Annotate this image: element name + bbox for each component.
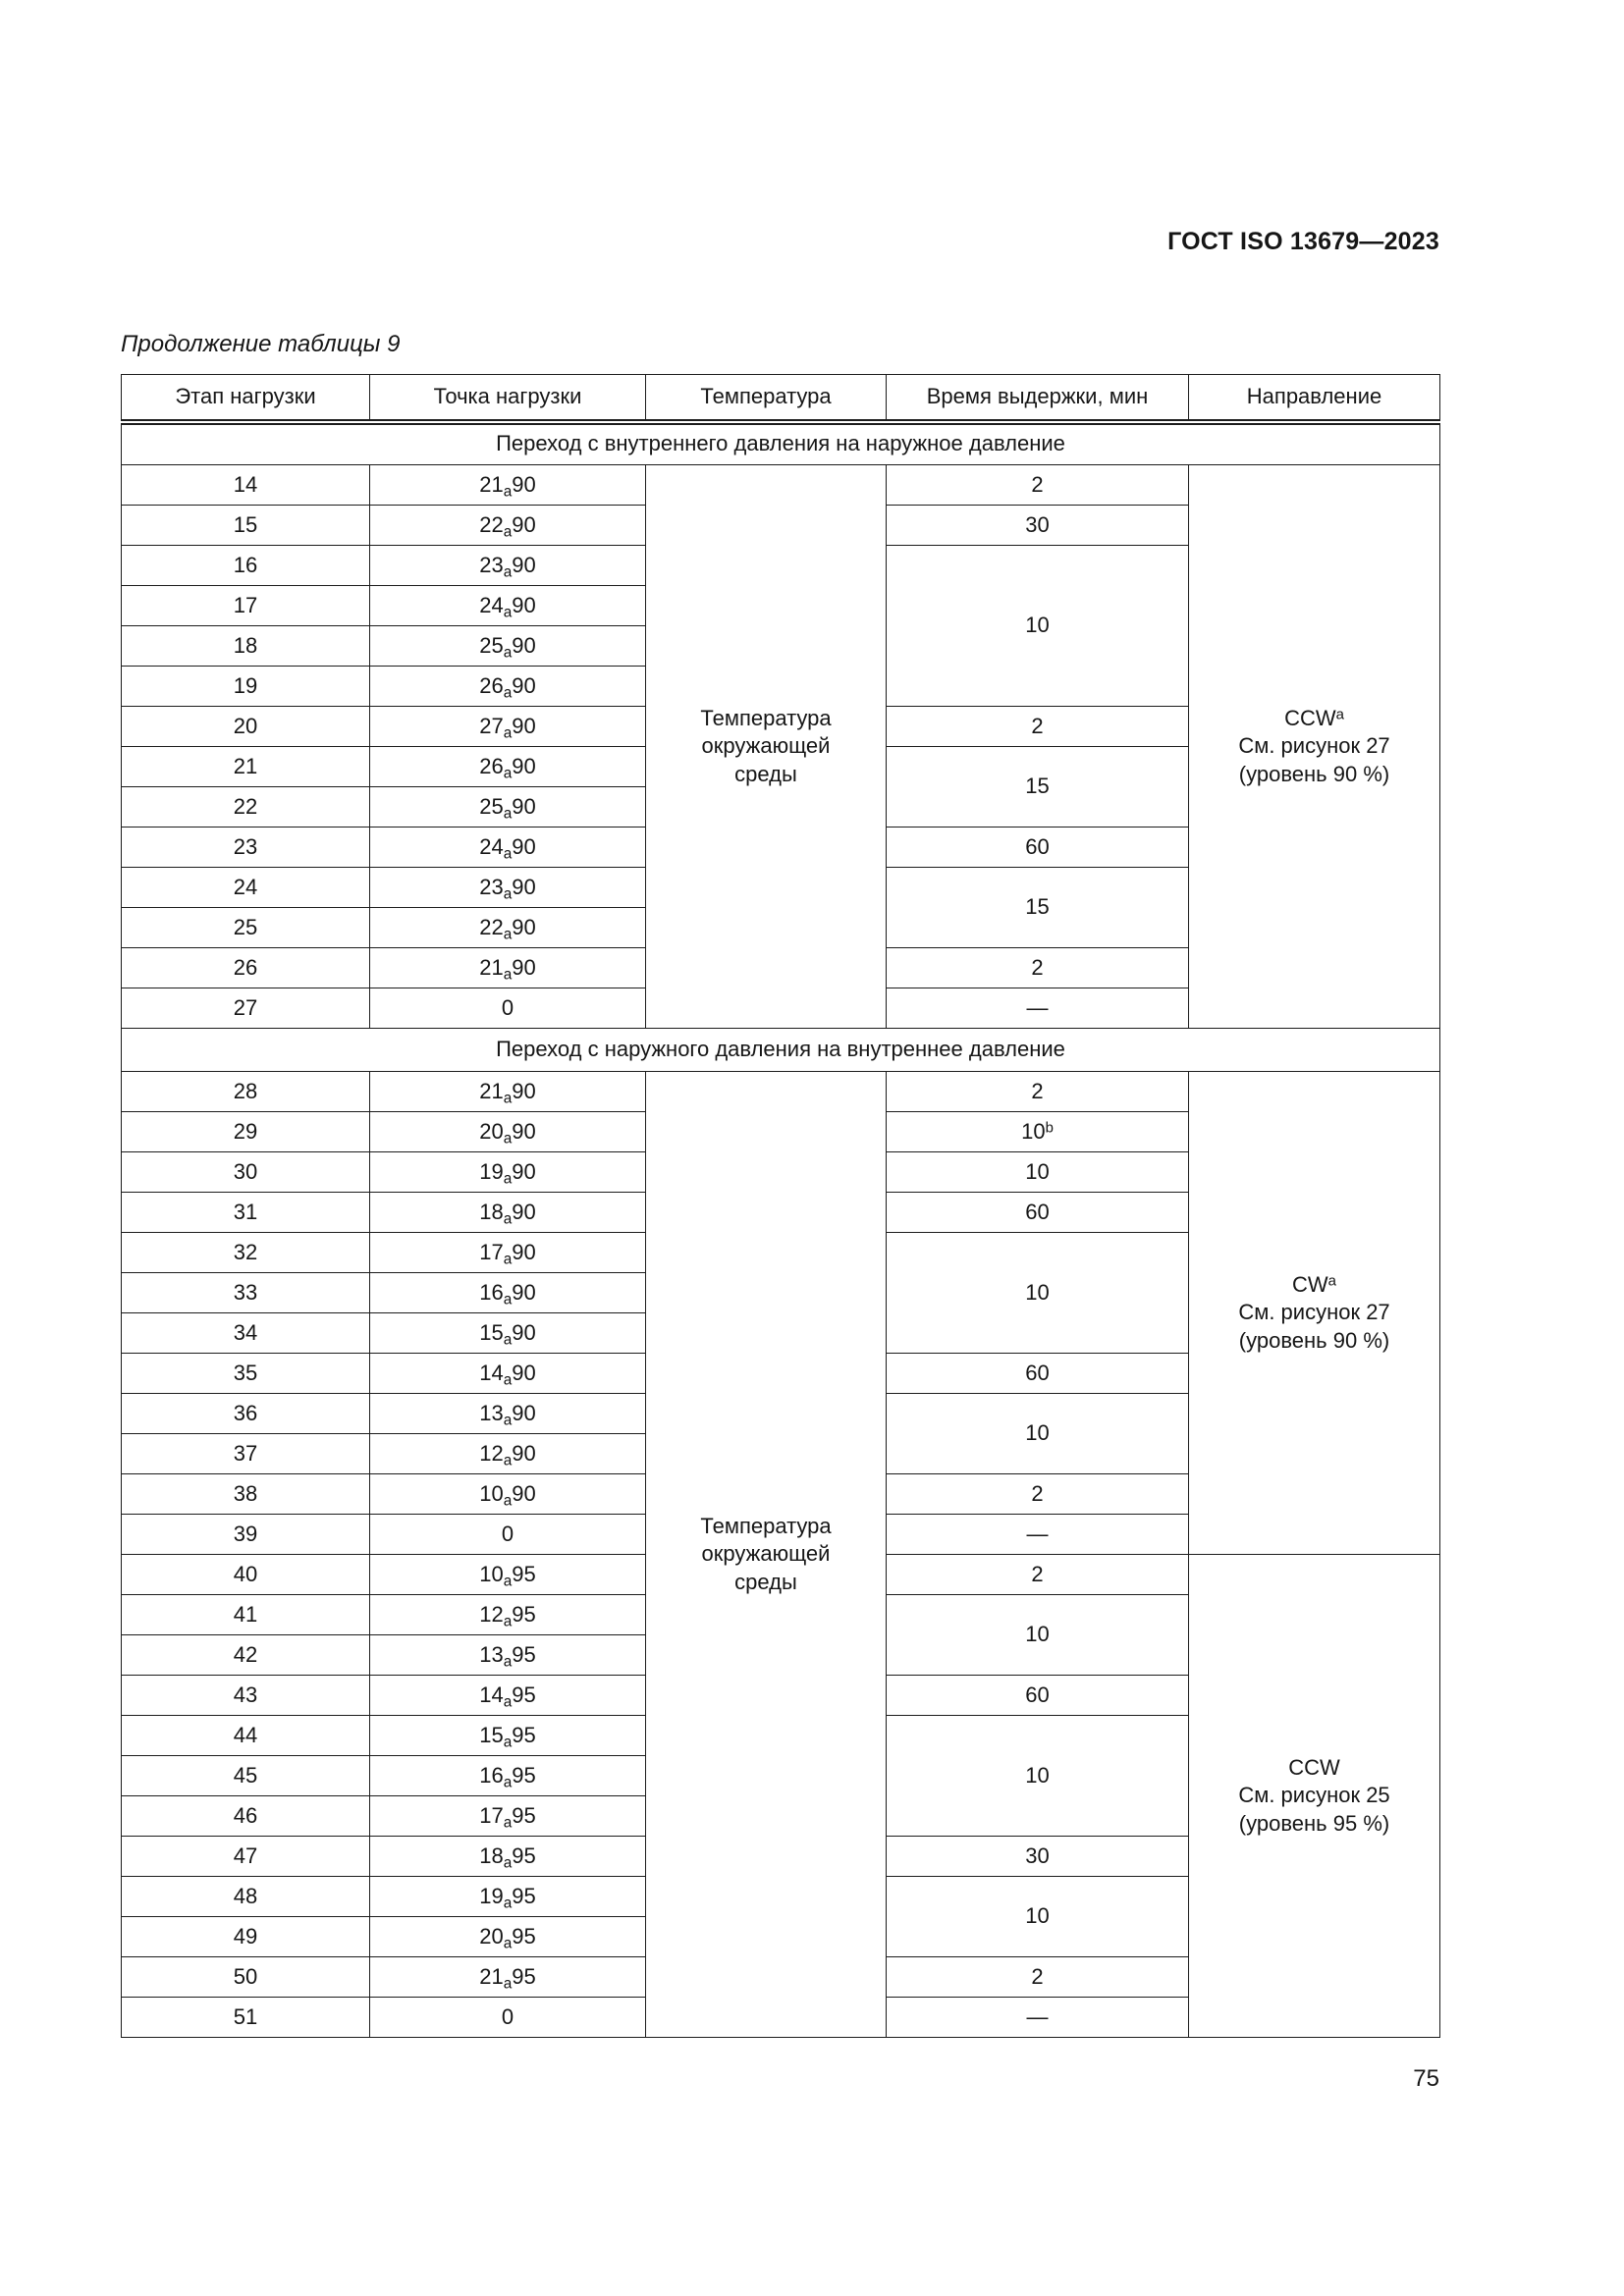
time-cell: 2 <box>887 1072 1189 1112</box>
point-cell: $13_a95$ <box>370 1635 646 1676</box>
point-subscript: a <box>503 1894 513 1911</box>
point-cell: $22_a90$ <box>370 506 646 546</box>
point-subscript: a <box>503 1612 513 1629</box>
point-subscript: a <box>503 482 513 500</box>
point-subscript: a <box>503 1330 513 1348</box>
time-cell: 15 <box>887 868 1189 948</box>
point-subscript: a <box>503 522 513 540</box>
direction-cell <box>1189 1072 1440 1555</box>
time-cell: 2 <box>887 1957 1189 1998</box>
point-subscript: a <box>503 1209 513 1227</box>
point-cell: $20_a95$ <box>370 1917 646 1957</box>
stage-cell: 21 <box>122 747 370 787</box>
point-cell: $22_a90$ <box>370 908 646 948</box>
point-cell: $19_a95$ <box>370 1877 646 1917</box>
point-subscript: a <box>503 844 513 862</box>
point-cell: $12_a95$ <box>370 1595 646 1635</box>
temperature-line: окружающей <box>701 1541 831 1567</box>
stage-cell: 36 <box>122 1394 370 1434</box>
point-subscript: a <box>503 723 513 741</box>
load-program-table <box>121 374 1440 2038</box>
point-subscript: a <box>503 764 513 781</box>
time-cell: 10 <box>887 1877 1189 1957</box>
direction-superscript: a <box>1327 1271 1336 1289</box>
point-cell: $16_a90$ <box>370 1273 646 1313</box>
table-header <box>122 375 1440 422</box>
point-subscript: a <box>503 1451 513 1468</box>
time-cell: — <box>887 1515 1189 1555</box>
point-cell: $21_a95$ <box>370 1957 646 1998</box>
temperature-line: Температура <box>700 1513 832 1538</box>
stage-cell: 46 <box>122 1796 370 1837</box>
section-title: Переход с внутреннего давления на наружное давление <box>122 422 1440 465</box>
time-cell: 60 <box>887 1193 1189 1233</box>
time-cell: 2 <box>887 1555 1189 1595</box>
temperature-line: среды <box>734 761 797 786</box>
stage-cell: 42 <box>122 1635 370 1676</box>
point-cell: $14_a95$ <box>370 1676 646 1716</box>
time-cell: 10 <box>887 546 1189 707</box>
stage-cell: 16 <box>122 546 370 586</box>
table-caption: Продолжение таблицы 9 <box>121 331 401 357</box>
direction-note: (уровень 90 %) <box>1238 761 1390 786</box>
point-subscript: a <box>503 562 513 580</box>
stage-cell: 17 <box>122 586 370 626</box>
stage-cell: 32 <box>122 1233 370 1273</box>
point-subscript: a <box>503 1129 513 1147</box>
time-cell: 15 <box>887 747 1189 828</box>
header-row <box>122 375 1440 422</box>
section-title-row <box>122 422 1440 465</box>
section-title: Переход с наружного давления на внутреннее давление <box>122 1029 1440 1072</box>
direction-note: (уровень 95 %) <box>1238 1810 1390 1836</box>
point-subscript: a <box>503 1652 513 1670</box>
stage-cell: 35 <box>122 1354 370 1394</box>
time-cell: 60 <box>887 1676 1189 1716</box>
temperature-line: Температура <box>700 705 832 730</box>
stage-cell: 44 <box>122 1716 370 1756</box>
stage-cell: 25 <box>122 908 370 948</box>
time-cell: — <box>887 988 1189 1029</box>
point-cell: $12_a90$ <box>370 1434 646 1474</box>
point-subscript: a <box>503 1974 513 1992</box>
stage-cell: 51 <box>122 1998 370 2038</box>
time-cell: 30 <box>887 506 1189 546</box>
point-cell: $10_a90$ <box>370 1474 646 1515</box>
point-cell: $18_a90$ <box>370 1193 646 1233</box>
time-cell: 10 <box>887 1394 1189 1474</box>
point-subscript: a <box>503 1853 513 1871</box>
stage-cell: 23 <box>122 828 370 868</box>
point-subscript: a <box>503 1411 513 1428</box>
column-header-temperature: Температура <box>646 375 887 422</box>
time-cell: 2 <box>887 707 1189 747</box>
point-subscript: a <box>503 1169 513 1187</box>
point-cell: $21_a90$ <box>370 1072 646 1112</box>
stage-cell: 50 <box>122 1957 370 1998</box>
point-subscript: a <box>503 1773 513 1790</box>
time-cell: — <box>887 1998 1189 2038</box>
stage-cell: 15 <box>122 506 370 546</box>
direction-label: $CW^a$ <box>1292 1271 1336 1297</box>
direction-label: CCW <box>1288 1754 1340 1780</box>
doc-header: ГОСТ ISO 13679—2023 <box>1167 228 1439 255</box>
stage-cell: 27 <box>122 988 370 1029</box>
time-cell: 60 <box>887 828 1189 868</box>
point-cell: $25_a90$ <box>370 787 646 828</box>
page-number: 75 <box>1413 2065 1439 2092</box>
point-subscript: a <box>503 1572 513 1589</box>
stage-cell: 47 <box>122 1837 370 1877</box>
time-cell: 10 <box>887 1716 1189 1837</box>
stage-cell: 28 <box>122 1072 370 1112</box>
direction-note: (уровень 90 %) <box>1238 1327 1390 1353</box>
stage-cell: 33 <box>122 1273 370 1313</box>
point-cell: $26_a90$ <box>370 747 646 787</box>
point-cell: $27_a90$ <box>370 707 646 747</box>
temperature-cell <box>646 465 887 1029</box>
table-body <box>122 422 1440 2038</box>
direction-label: CCW$^a$ <box>1284 705 1344 730</box>
point-cell: $17_a90$ <box>370 1233 646 1273</box>
stage-cell: 29 <box>122 1112 370 1152</box>
point-cell: $25_a90$ <box>370 626 646 667</box>
point-cell: $23_a90$ <box>370 868 646 908</box>
stage-cell: 48 <box>122 1877 370 1917</box>
stage-cell: 45 <box>122 1756 370 1796</box>
time-superscript: b <box>1045 1118 1054 1136</box>
point-subscript: a <box>503 683 513 701</box>
point-cell: $15_a95$ <box>370 1716 646 1756</box>
stage-cell: 37 <box>122 1434 370 1474</box>
stage-cell: 49 <box>122 1917 370 1957</box>
point-cell: 0 <box>370 1998 646 2038</box>
column-header-time: Время выдержки, мин <box>887 375 1189 422</box>
column-header-direction: Направление <box>1189 375 1440 422</box>
point-subscript: a <box>503 1370 513 1388</box>
point-subscript: a <box>503 925 513 942</box>
stage-cell: 40 <box>122 1555 370 1595</box>
point-subscript: a <box>503 643 513 661</box>
point-cell: 0 <box>370 988 646 1029</box>
time-cell: 10 <box>887 1152 1189 1193</box>
table-row <box>122 465 1440 506</box>
stage-cell: 14 <box>122 465 370 506</box>
stage-cell: 43 <box>122 1676 370 1716</box>
temperature-cell <box>646 1072 887 2038</box>
point-subscript: a <box>503 1692 513 1710</box>
point-subscript: a <box>503 1733 513 1750</box>
stage-cell: 18 <box>122 626 370 667</box>
point-subscript: a <box>503 1491 513 1509</box>
stage-cell: 30 <box>122 1152 370 1193</box>
stage-cell: 34 <box>122 1313 370 1354</box>
direction-note: См. рисунок 27 <box>1238 1300 1390 1325</box>
point-subscript: a <box>503 1250 513 1267</box>
direction-superscript: a <box>1335 705 1344 722</box>
point-cell: $18_a95$ <box>370 1837 646 1877</box>
point-cell: $13_a90$ <box>370 1394 646 1434</box>
temperature-line: окружающей <box>701 733 831 759</box>
stage-cell: 38 <box>122 1474 370 1515</box>
point-cell: $26_a90$ <box>370 667 646 707</box>
stage-cell: 19 <box>122 667 370 707</box>
direction-note: См. рисунок 27 <box>1238 733 1390 759</box>
point-cell: 0 <box>370 1515 646 1555</box>
section-title-row <box>122 1029 1440 1072</box>
stage-cell: 31 <box>122 1193 370 1233</box>
time-cell: 30 <box>887 1837 1189 1877</box>
point-cell: $14_a90$ <box>370 1354 646 1394</box>
time-cell: 2 <box>887 1474 1189 1515</box>
point-cell: $15_a90$ <box>370 1313 646 1354</box>
point-subscript: a <box>503 1290 513 1308</box>
point-subscript: a <box>503 1813 513 1831</box>
column-header-stage: Этап нагрузки <box>122 375 370 422</box>
point-subscript: a <box>503 965 513 983</box>
direction-note: См. рисунок 25 <box>1238 1783 1390 1808</box>
stage-cell: 39 <box>122 1515 370 1555</box>
stage-cell: 41 <box>122 1595 370 1635</box>
point-subscript: a <box>503 884 513 902</box>
time-cell: 2 <box>887 465 1189 506</box>
stage-cell: 26 <box>122 948 370 988</box>
point-subscript: a <box>503 1089 513 1106</box>
point-subscript: a <box>503 1934 513 1951</box>
point-cell: $21_a90$ <box>370 465 646 506</box>
time-cell: 10 <box>887 1233 1189 1354</box>
time-cell: 2 <box>887 948 1189 988</box>
point-subscript: a <box>503 603 513 620</box>
time-cell: 10$^b$ <box>887 1112 1189 1152</box>
stage-cell: 24 <box>122 868 370 908</box>
table-row <box>122 1072 1440 1112</box>
direction-cell <box>1189 1555 1440 2038</box>
point-cell: $24_a90$ <box>370 586 646 626</box>
time-cell: 10 <box>887 1595 1189 1676</box>
stage-cell: 20 <box>122 707 370 747</box>
direction-cell <box>1189 465 1440 1029</box>
point-cell: $20_a90$ <box>370 1112 646 1152</box>
temperature-line: среды <box>734 1569 797 1594</box>
point-cell: $21_a90$ <box>370 948 646 988</box>
point-cell: $10_a95$ <box>370 1555 646 1595</box>
point-cell: $23_a90$ <box>370 546 646 586</box>
time-cell: 60 <box>887 1354 1189 1394</box>
column-header-point: Точка нагрузки <box>370 375 646 422</box>
point-cell: $19_a90$ <box>370 1152 646 1193</box>
stage-cell: 22 <box>122 787 370 828</box>
point-cell: $16_a95$ <box>370 1756 646 1796</box>
point-cell: $17_a95$ <box>370 1796 646 1837</box>
point-cell: $24_a90$ <box>370 828 646 868</box>
page-content <box>121 0 1439 2093</box>
point-subscript: a <box>503 804 513 822</box>
